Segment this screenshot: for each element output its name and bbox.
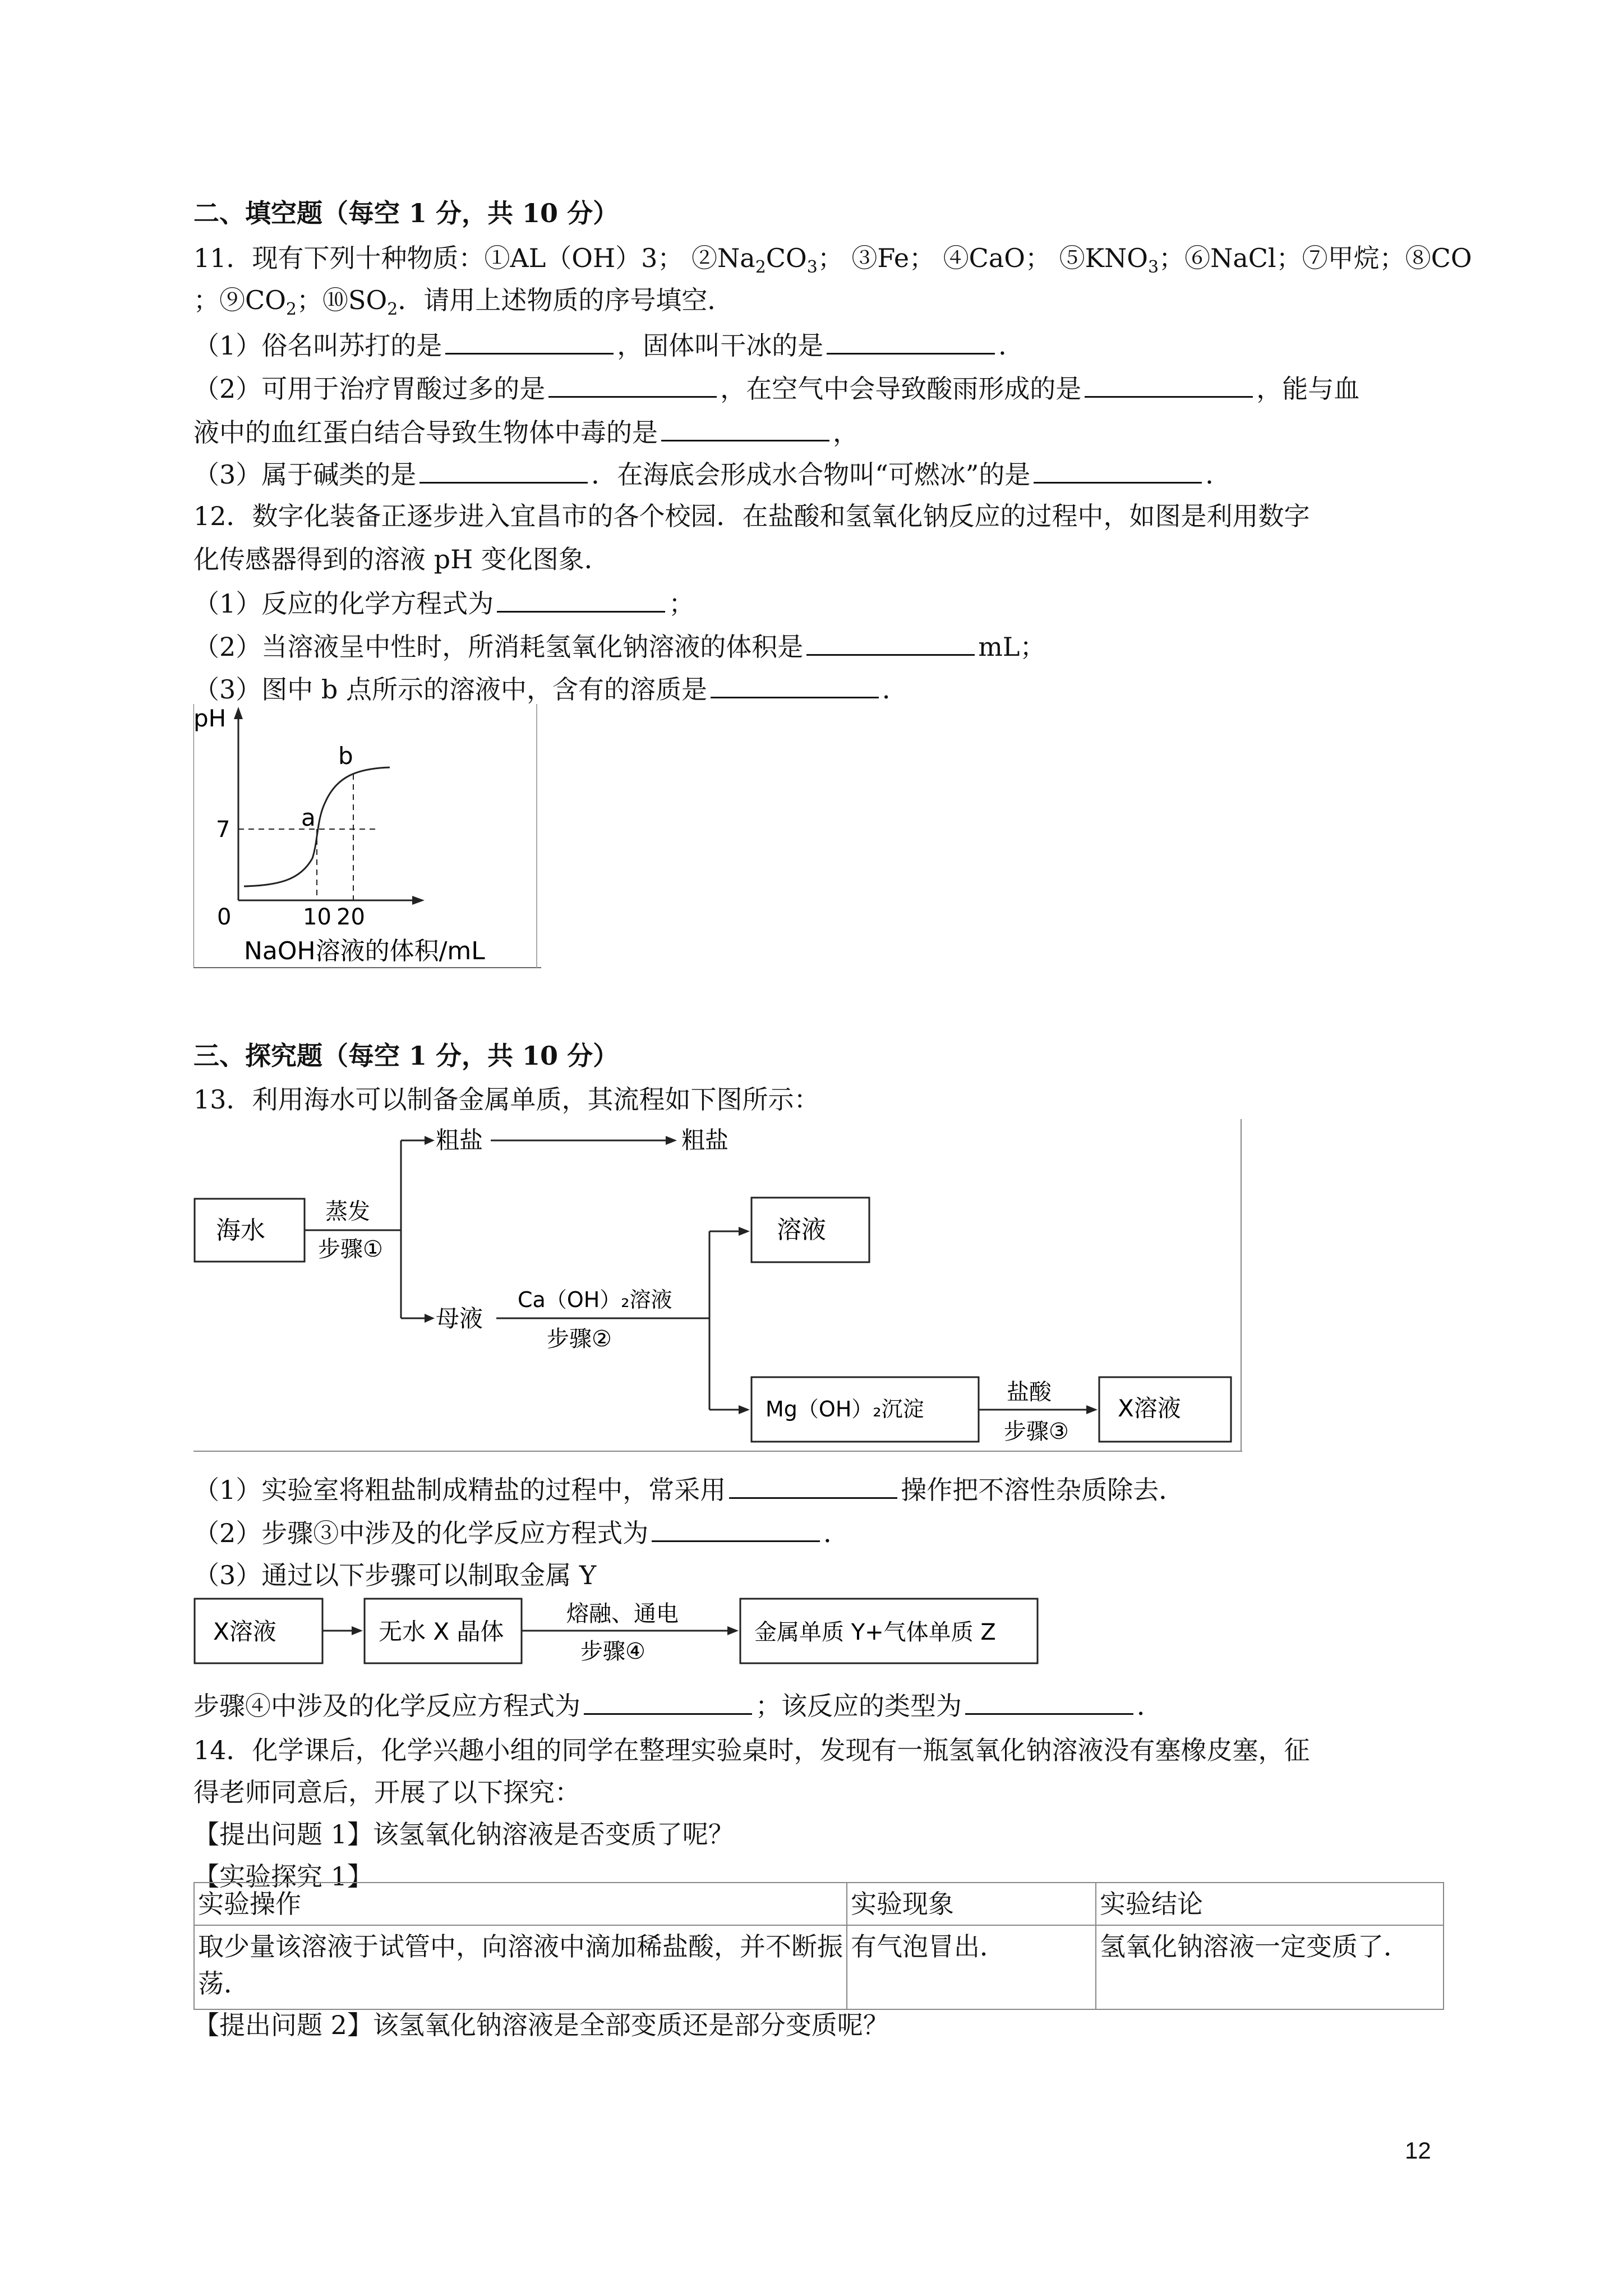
product-text: 金属单质 Y+气体单质 Z — [754, 1619, 996, 1645]
q12-part1: （1）反应的化学方程式为 ； — [193, 586, 694, 620]
q14-stem-line1: 14．化学课后，化学兴趣小组的同学在整理实验桌时，发现有一瓶氢氧化钠溶液没有塞橡皮塞，征 — [193, 1735, 1310, 1765]
reagent-text: Ca（OH）₂溶液 — [518, 1287, 672, 1312]
answer-blank[interactable] — [806, 629, 975, 656]
condition-text: 熔融、通电 — [566, 1601, 679, 1627]
q14-question1: 【提出问题 1】该氢氧化钠溶液是否变质了呢？ — [193, 1819, 734, 1849]
flow-diagram-metal — [193, 1596, 1046, 1669]
x-solution-text: X溶液 — [1118, 1395, 1181, 1422]
x-solution-text-2: X溶液 — [213, 1618, 276, 1645]
answer-blank[interactable] — [661, 415, 829, 441]
section-heading-fill: 二、填空题（每空 1 分，共 10 分） — [193, 198, 619, 228]
q12-part2: （2）当溶液呈中性时，所消耗氢氧化钠溶液的体积是 mL； — [193, 629, 1045, 664]
answer-blank[interactable] — [1085, 371, 1253, 398]
x-tick-10: 10 — [303, 904, 331, 930]
answer-blank[interactable] — [584, 1688, 752, 1715]
seawater-text: 海水 — [216, 1216, 265, 1245]
ph-chart — [193, 701, 547, 970]
page-number: 12 — [1405, 2137, 1431, 2164]
x-tick-20: 20 — [336, 904, 365, 930]
arrowhead — [425, 1136, 435, 1145]
q12-stem-line1: 12．数字化装备正逐步进入宜昌市的各个校园．在盐酸和氢氧化钠反应的过程中，如图是利用数字 — [193, 501, 1310, 531]
table-header: 实验操作 — [194, 1883, 847, 1925]
section-heading-explore: 三、探究题（每空 1 分，共 10 分） — [193, 1041, 619, 1071]
answer-blank[interactable] — [729, 1473, 897, 1499]
arrowhead — [1086, 1405, 1098, 1414]
point-a-label: a — [301, 804, 316, 831]
answer-blank[interactable] — [652, 1516, 820, 1542]
q12-stem-line2: 化传感器得到的溶液 pH 变化图象． — [193, 544, 610, 574]
step1-text: 步骤① — [318, 1236, 383, 1262]
table-header: 实验现象 — [847, 1883, 1096, 1925]
arrowhead — [739, 1405, 750, 1414]
q11-part3: （3）属于碱类的是 ．在海底会形成水合物叫“可燃冰”的是 ． — [193, 457, 1231, 491]
q11-part2-cont: 液中的血红蛋白结合导致生物体中毒的是 ， — [193, 415, 859, 449]
q13-part3: （3）通过以下步骤可以制取金属 Y — [193, 1560, 597, 1590]
crude-salt-2: 粗盐 — [681, 1126, 729, 1154]
mother-liquor: 母液 — [436, 1305, 483, 1332]
arrowhead — [352, 1626, 363, 1635]
q12-part3: （3）图中 b 点所示的溶液中，含有的溶质是 ． — [193, 672, 908, 706]
solution-text: 溶液 — [777, 1216, 826, 1244]
flow-diagram-seawater — [193, 1119, 1259, 1456]
q11-stem-line1: 11．现有下列十种物质：①AL（OH）3； $②Na_2CO_3$； ③Fe； ④CaO； $⑤KNO_3$；⑥NaCl；⑦甲烷；⑧CO — [193, 243, 1472, 278]
arrowhead — [727, 1626, 739, 1635]
x-label: NaOH溶液的体积/mL — [244, 937, 485, 965]
table-header: 实验结论 — [1096, 1883, 1444, 1925]
arrowhead — [666, 1136, 677, 1145]
acid-text: 盐酸 — [1007, 1379, 1052, 1405]
anhydrous-text: 无水 X 晶体 — [379, 1618, 504, 1645]
q13-part4: 步骤④中涉及的化学反应方程式为 ；该反应的类型为 ． — [193, 1688, 1163, 1723]
answer-blank[interactable] — [965, 1688, 1133, 1715]
q13-part1: （1）实验室将粗盐制成精盐的过程中，常采用 操作把不溶性杂质除去． — [193, 1473, 1184, 1507]
ph-curve — [244, 767, 390, 886]
step2-text: 步骤② — [547, 1326, 612, 1352]
answer-blank[interactable] — [548, 371, 717, 398]
step4-text: 步骤④ — [580, 1639, 645, 1664]
answer-blank[interactable] — [445, 328, 614, 355]
table-cell: 氢氧化钠溶液一定变质了． — [1096, 1925, 1444, 2009]
answer-blank[interactable] — [497, 586, 665, 613]
arrowhead — [739, 1227, 750, 1236]
step3-text: 步骤③ — [1004, 1419, 1069, 1444]
q14-experiment1: 【实验探究 1】 — [193, 1861, 373, 1892]
q14-question2: 【提出问题 2】该氢氧化钠溶液是全部变质还是部分变质呢？ — [193, 2010, 889, 2040]
table-row — [194, 1925, 1444, 2009]
arrowhead — [425, 1314, 435, 1323]
answer-blank[interactable] — [711, 672, 879, 698]
y-tick-7: 7 — [216, 817, 230, 843]
y-axis-arrow — [234, 707, 243, 719]
precipitate-text: Mg（OH）₂沉淀 — [766, 1397, 924, 1421]
evaporate-text: 蒸发 — [325, 1199, 370, 1225]
answer-blank[interactable] — [827, 328, 995, 355]
experiment-table — [193, 1882, 1444, 2010]
q11-part1: （1）俗名叫苏打的是 ，固体叫干冰的是 ． — [193, 328, 1024, 362]
q13-stem: 13．利用海水可以制备金属单质，其流程如下图所示： — [193, 1084, 820, 1115]
q14-stem-line2: 得老师同意后，开展了以下探究： — [193, 1777, 580, 1807]
table-cell: 有气泡冒出． — [847, 1925, 1096, 2009]
answer-blank[interactable] — [419, 457, 588, 484]
y-label: pH — [193, 705, 227, 732]
crude-salt-1: 粗盐 — [436, 1126, 483, 1154]
q13-part2: （2）步骤③中涉及的化学反应方程式为 ． — [193, 1516, 849, 1550]
x-axis-arrow — [412, 896, 425, 905]
point-b-label: b — [338, 742, 353, 770]
table-header-row — [194, 1883, 1444, 1925]
q11-stem-line2: ；$⑨CO_2$；$⑩SO_2$．请用上述物质的序号填空． — [193, 285, 734, 320]
q11-part2: （2）可用于治疗胃酸过多的是 ，在空气中会导致酸雨形成的是 ，能与血 — [193, 371, 1359, 406]
table-cell: 取少量该溶液于试管中，向溶液中滴加稀盐酸，并不断振荡． — [194, 1925, 847, 2009]
answer-blank[interactable] — [1034, 457, 1202, 484]
x-tick-0: 0 — [217, 904, 232, 930]
